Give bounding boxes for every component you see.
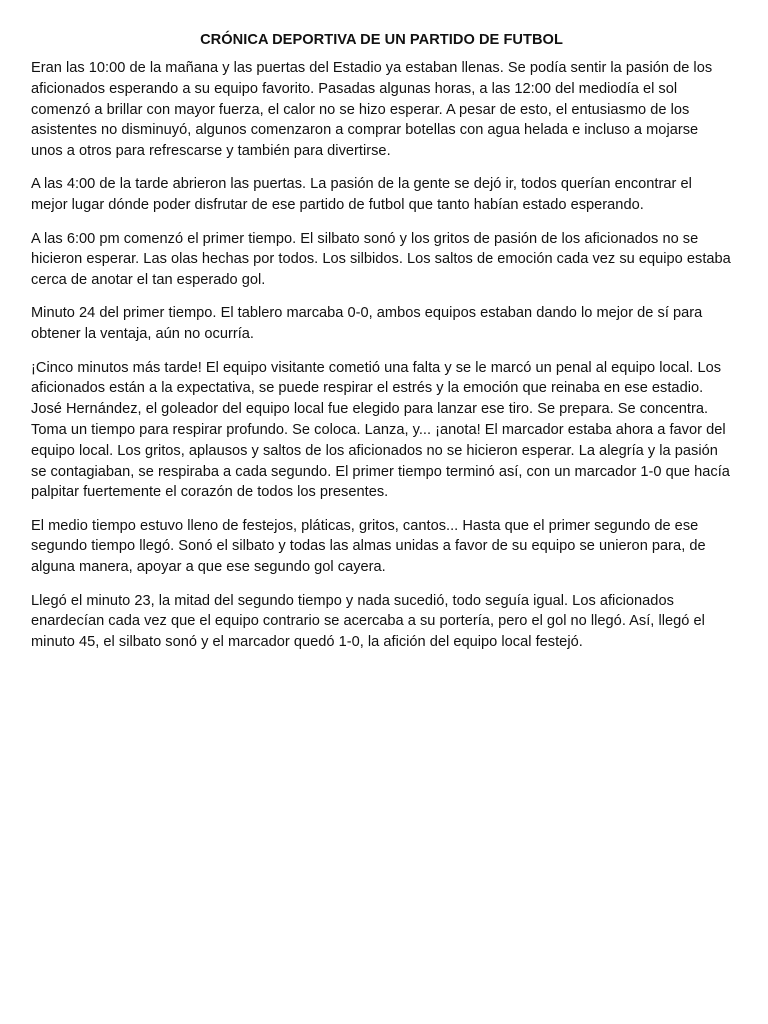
paragraph-2: A las 4:00 de la tarde abrieron las puertas. La pasión de la gente se dejó ir, todos querían encontrar el mejor lugar dónde poder disfrutar de ese partido de futbol que tanto habían estado esperando. (31, 176, 692, 214)
document-title: CRÓNICA DEPORTIVA DE UN PARTIDO DE FUTBOL (200, 32, 563, 48)
paragraph-3: A las 6:00 pm comenzó el primer tiempo. El silbato sonó y los gritos de pasión de los aficionados no se hicieron esperar. Las olas hechas por todos. Los silbidos. Los saltos de emoción cada vez su equipo estaba cerca de anotar el tan esperado gol. (31, 230, 731, 289)
paragraph-1: Eran las 10:00 de la mañana y las puertas del Estadio ya estaban llenas. Se podía sentir la pasión de los aficionados esperando a su equipo favorito. Pasadas algunas horas, a las 12:00 del mediodía el sol comenzó a brillar con mayor fuerza, el calor no se hizo esperar. A pesar de esto, el entusiasmo de los asistentes no disminuyó, algunos comenzaron a comprar botellas con agua helada e incluso a mojarse unos a otros para refrescarse y también para divertirse. (31, 60, 713, 160)
paragraph-6: El medio tiempo estuvo lleno de festejos, pláticas, gritos, cantos... Hasta que el primer segundo de ese segundo tiempo llegó. Sonó el silbato y todas las almas unidas a favor de su equipo se unieron para, de alguna manera, apoyar a que ese segundo gol cayera. (31, 517, 706, 576)
paragraph-5: ¡Cinco minutos más tarde! El equipo visitante cometió una falta y se le marcó un penal al equipo local. Los aficionados están a la expectativa, se puede respirar el estrés y la emoción que reinaba en ese estadio. José Hernández, el goleador del equipo local fue elegido para lanzar ese tiro. Se prepara. Se concentra. Toma un tiempo para respirar profundo. Se coloca. Lanza, y... ¡anota! El marcador estaba ahora a favor del equipo local. Los gritos, aplausos y saltos de los aficionados no se hicieron esperar. La alegría y la pasión se contagiaban, se respiraba a cada segundo. El primer tiempo terminó así, con un marcador 1-0 que hacía palpitar fuertemente el corazón de todos los presentes. (31, 359, 730, 501)
paragraph-7: Llegó el minuto 23, la mitad del segundo tiempo y nada sucedió, todo seguía igual. Los aficionados enardecían cada vez que el equipo contrario se acercaba a su portería, pero el gol no llegó. Así, llegó el minuto 45, el silbato sonó y el marcador quedó 1-0, la afición del equipo local festejó. (31, 592, 705, 651)
paragraph-4: Minuto 24 del primer tiempo. El tablero marcaba 0-0, ambos equipos estaban dando lo mejor de sí para obtener la ventaja, aún no ocurría. (31, 305, 703, 343)
